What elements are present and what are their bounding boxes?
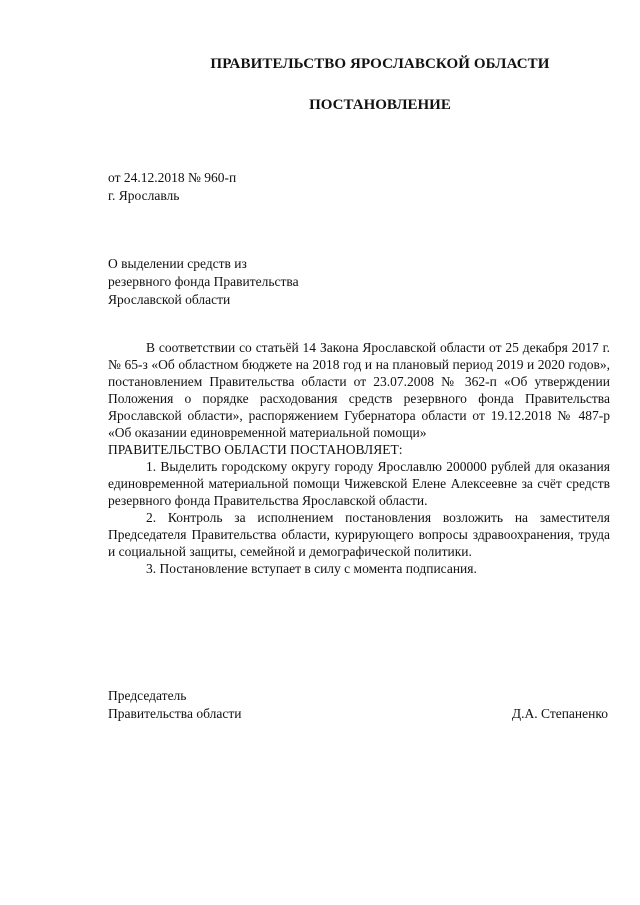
- signature-block: [108, 687, 608, 723]
- city: г. Ярославль: [108, 188, 180, 203]
- document-body: [108, 339, 610, 577]
- document-subject: [108, 255, 368, 309]
- resolution-item-3: 3. Постановление вступает в силу с момента подписания.: [146, 561, 477, 576]
- resolves-heading: ПРАВИТЕЛЬСТВО ОБЛАСТИ ПОСТАНОВЛЯЕТ:: [108, 442, 403, 457]
- document-meta: [108, 169, 236, 205]
- subject-line-2: резервного фонда Правительства: [108, 274, 299, 289]
- signatory-title-line-1: Председатель: [108, 688, 187, 703]
- resolution-item-2: 2. Контроль за исполнением постановления возложить на заместителя Председателя Правительства области, курирующего вопросы здравоохранения, труда и социальной защиты, семейной и демографической политики.: [108, 510, 610, 559]
- resolution-item-1: 1. Выделить городскому округу городу Ярославлю 200000 рублей для оказания единовременной материальной помощи Чижевской Елене Алексеевне за счёт средств резервного фонда Правительства Ярославской области.: [108, 459, 610, 508]
- subject-line-3: Ярославской области: [108, 292, 231, 307]
- subject-line-1: О выделении средств из: [108, 256, 247, 271]
- signatory-title-line-2: Правительства области: [108, 706, 242, 721]
- date-number: от 24.12.2018 № 960-п: [108, 170, 237, 185]
- signatory-name: Д.А. Степаненко: [511, 706, 608, 721]
- document-type-title: ПОСТАНОВЛЕНИЕ: [309, 97, 451, 113]
- preamble-paragraph: В соответствии со статьёй 14 Закона Ярославской области от 25 декабря 2017 г. № 65-з «Об областном бюджете на 2018 год и на плановый период 2019 и 2020 годов», постановлением Правительства области от 23.07.2008 № 362-п «Об утверждении Положения о порядке расходования средств резервного фонда Правительства Ярославской области», распоряжением Губернатора области от 19.12.2018 № 487-р «Об оказании единовременной материальной помощи»: [108, 340, 610, 440]
- document-issuer-title: ПРАВИТЕЛЬСТВО ЯРОСЛАВСКОЙ ОБЛАСТИ: [210, 56, 550, 72]
